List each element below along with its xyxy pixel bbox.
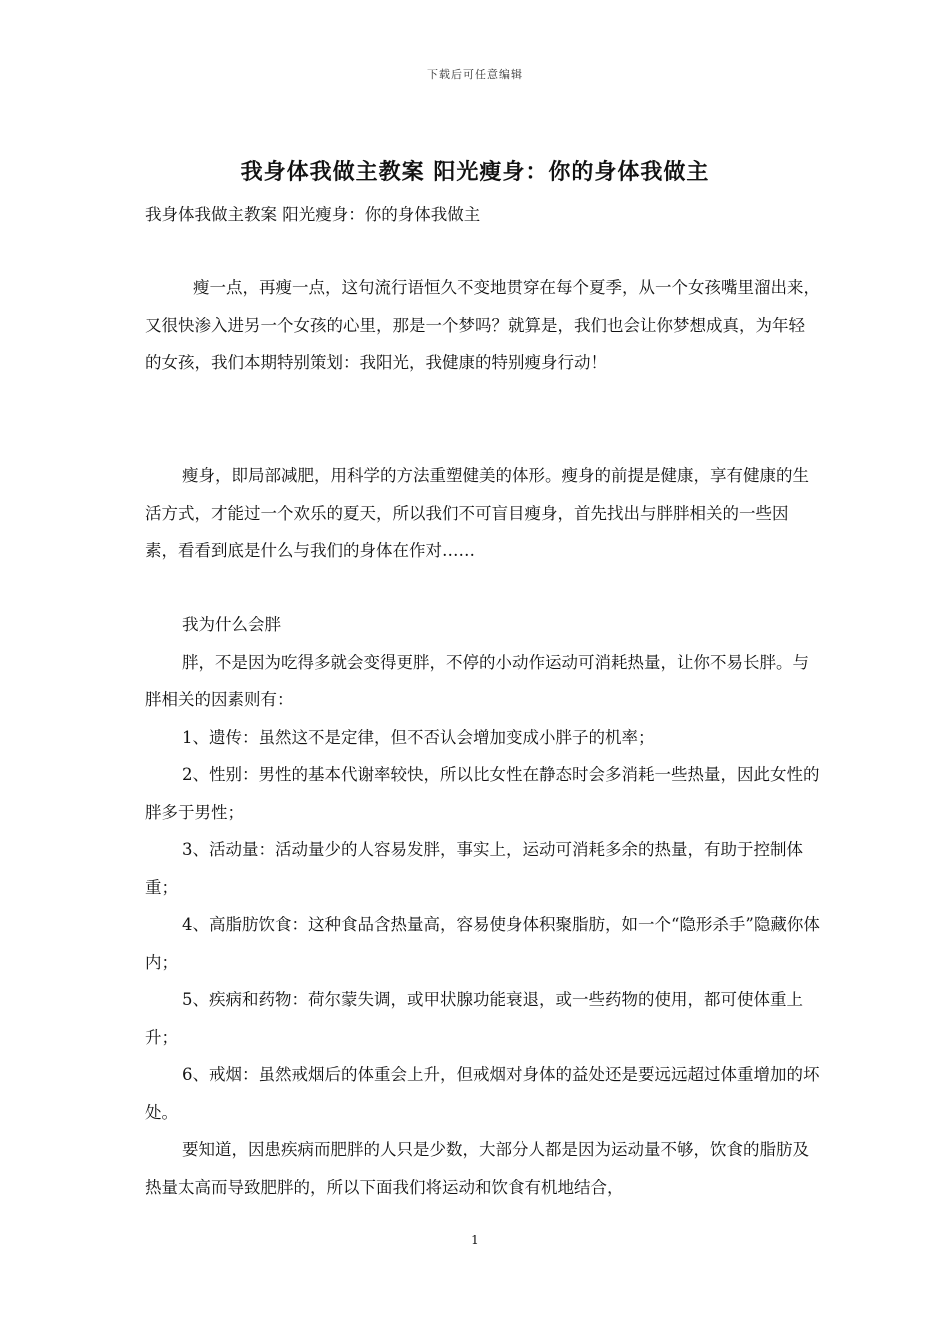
- section-intro: 胖，不是因为吃得多就会变得更胖，不停的小动作运动可消耗热量，让你不易长胖。与胖相关的因素则有：: [145, 652, 809, 709]
- factor-item: 5、疾病和药物：荷尔蒙失调，或甲状腺功能衰退，或一些药物的使用，都可使体重上升；: [145, 990, 803, 1047]
- document-subtitle: 我身体我做主教案 阳光瘦身：你的身体我做主: [145, 205, 481, 224]
- document-title: 我身体我做主教案 阳光瘦身：你的身体我做主: [240, 159, 710, 185]
- page-number: 1: [471, 1233, 479, 1247]
- factor-item: 6、戒烟：虽然戒烟后的体重会上升，但戒烟对身体的益处还是要远远超过体重增加的坏处。: [145, 1065, 820, 1122]
- header-note: 下载后可任意编辑: [427, 68, 523, 81]
- paragraph-definition: 瘦身，即局部减肥，用科学的方法重塑健美的体形。瘦身的前提是健康，享有健康的生活方式，才能过一个欢乐的夏天，所以我们不可盲目瘦身，首先找出与胖胖相关的一些因素，看看到底是什么与我们的身体在作对……: [145, 466, 809, 560]
- factor-item: 1、遗传：虽然这不是定律，但不否认会增加变成小胖子的机率；: [182, 727, 655, 747]
- closing-paragraph: 要知道，因患疾病而肥胖的人只是少数，大部分人都是因为运动量不够，饮食的脂肪及热量太高而导致肥胖的，所以下面我们将运动和饮食有机地结合，: [145, 1140, 809, 1197]
- section-why-fat: [145, 606, 820, 1206]
- factor-item: 4、高脂肪饮食：这种食品含热量高，容易使身体积聚脂肪，如一个“隐形杀手”隐藏你体内；: [145, 915, 820, 972]
- factor-item: 3、活动量：活动量少的人容易发胖，事实上，运动可消耗多余的热量，有助于控制体重；: [145, 840, 803, 897]
- paragraph-intro: 瘦一点，再瘦一点，这句流行语恒久不变地贯穿在每个夏季，从一个女孩嘴里溜出来，又很快渗入进另一个女孩的心里，那是一个梦吗？就算是，我们也会让你梦想成真，为年轻的女孩，我们本期特别策划：我阳光，我健康的特别瘦身行动！: [145, 278, 820, 372]
- section-heading: 我为什么会胖: [182, 615, 281, 634]
- factor-item: 2、性别：男性的基本代谢率较快，所以比女性在静态时会多消耗一些热量，因此女性的胖多于男性；: [145, 765, 820, 822]
